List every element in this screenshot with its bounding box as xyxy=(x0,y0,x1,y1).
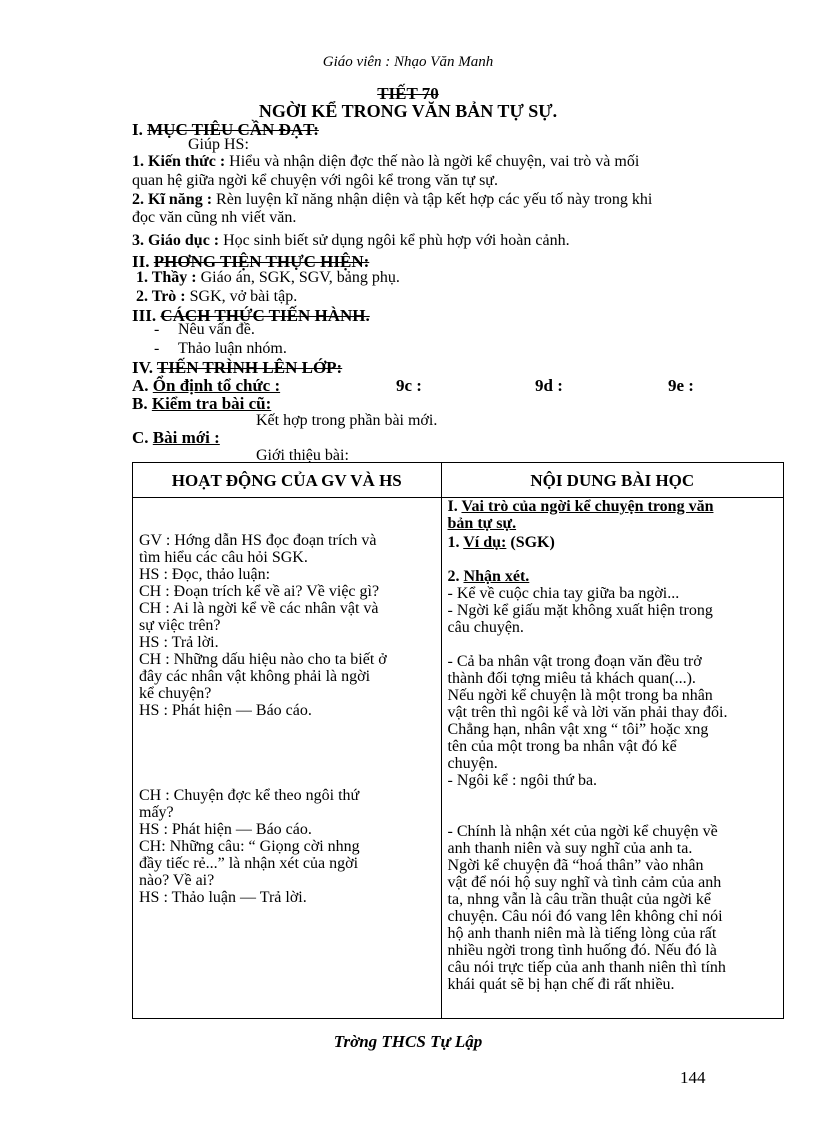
page-number: 144 xyxy=(680,1068,706,1087)
teacher-materials xyxy=(136,269,400,286)
method-item-1-text: Nêu vấn đề. xyxy=(178,321,255,338)
activity-line: tìm hiểu các câu hỏi SGK. xyxy=(139,549,308,566)
content-section-title-1: Vai trò của ngời kể chuyện trong văn xyxy=(461,498,714,515)
step-b-number: B. xyxy=(132,394,148,413)
activity-line: mấy? xyxy=(139,804,174,821)
activity-line: HS : Đọc, thảo luận: xyxy=(139,566,271,583)
activity-line: CH : Những dấu hiệu nào cho ta biết ở xyxy=(139,651,387,668)
example-source: (SGK) xyxy=(506,534,555,551)
step-c xyxy=(132,428,220,448)
knowledge-line-2: quan hệ giữa ngời kể chuyện với ngôi kể trong văn tự sự. xyxy=(132,172,498,189)
example-number: 1. xyxy=(447,534,460,551)
activity-line: HS : Thảo luận — Trả lời. xyxy=(139,889,307,906)
content-line: - Cả ba nhân vật trong đoạn văn đều trở xyxy=(447,653,702,670)
education-text: Học sinh biết sử dụng ngôi kể phù hợp với hoàn cảnh. xyxy=(219,232,570,249)
step-c-note: Giới thiệu bài: xyxy=(256,447,349,464)
activity-line: HS : Phát hiện — Báo cáo. xyxy=(139,821,312,838)
header-activities: HOẠT ĐỘNG CỦA GV VÀ HS xyxy=(133,463,442,498)
knowledge-line-1 xyxy=(132,153,639,170)
teacher-materials-text: Giáo án, SGK, SGV, bảng phụ. xyxy=(196,269,400,286)
student-label: 2. Trò : xyxy=(136,288,186,305)
remark-heading xyxy=(448,568,777,585)
content-line: chuyện. Câu nói đó vang lên không chỉ nói xyxy=(447,908,723,925)
knowledge-text: Hiểu và nhận diện đợc thế nào là ngời kể chuyện, vai trò và mối xyxy=(225,153,640,170)
content-line: vật để nói hộ suy nghĩ và tình cảm của anh xyxy=(447,874,722,891)
section-1-number: I. xyxy=(132,120,143,139)
skill-line-2: đọc văn cũng nh viết văn. xyxy=(132,209,297,226)
content-section-title-2: bản tự sự. xyxy=(447,515,517,532)
intro-text: Giúp HS: xyxy=(188,136,249,153)
activity-line: CH : Chuyện đợc kể theo ngôi thứ xyxy=(139,787,360,804)
content-cell xyxy=(441,498,783,1019)
activity-line: kể chuyện? xyxy=(139,685,212,702)
header-content: NỘI DUNG BÀI HỌC xyxy=(441,463,783,498)
lesson-title: NGỜI KỂ TRONG VĂN BẢN TỰ SỰ. xyxy=(258,101,558,121)
example-label: Ví dụ: xyxy=(463,534,507,551)
knowledge-label: 1. Kiến thức : xyxy=(132,153,226,170)
step-b-note: Kết hợp trong phần bài mới. xyxy=(256,412,438,429)
section-4-title: TIẾN TRÌNH LÊN LỚP: xyxy=(156,358,343,377)
activity-line: CH : Ai là ngời kể về các nhân vật và xyxy=(139,600,379,617)
class-9d: 9d : xyxy=(535,376,563,395)
lesson-number: TIẾT 70 xyxy=(377,84,439,103)
education-line xyxy=(132,232,570,249)
content-section-title xyxy=(448,498,777,515)
activity-line: nào? Về ai? xyxy=(139,872,215,889)
content-line: - Chính là nhận xét của ngời kể chuyện về xyxy=(447,823,718,840)
content-line: khái quát sẽ bị hạn chế đi rất nhiều. xyxy=(447,976,675,993)
section-3-title: CÁCH THỨC TIẾN HÀNH. xyxy=(160,306,370,325)
section-2-number: II. xyxy=(132,252,150,271)
content-line: vật trên thì ngôi kể và lời văn phải thay đổi. xyxy=(447,704,728,721)
skill-text: Rèn luyện kĩ năng nhận diện và tập kết hợp các yếu tố này trong khi xyxy=(212,191,653,208)
step-b-title: Kiểm tra bài cũ: xyxy=(151,394,272,413)
skill-line-1 xyxy=(132,191,652,208)
content-line: hộ anh thanh niên mà là tiếng lòng của rất xyxy=(447,925,717,942)
lesson-table xyxy=(132,462,784,1019)
activity-line: CH : Đoạn trích kể về ai? Về việc gì? xyxy=(139,583,380,600)
class-9e: 9e : xyxy=(668,376,694,395)
step-c-title: Bài mới : xyxy=(152,428,220,447)
table-body-row xyxy=(133,498,784,1019)
teacher-header: Giáo viên : Nhạo Văn Manh xyxy=(322,54,494,70)
content-line: anh thanh niên và suy nghĩ của anh ta. xyxy=(447,840,693,857)
activity-line: CH: Những câu: “ Giọng cời nhng xyxy=(139,838,360,855)
method-item-1: - Nêu vấn đề. xyxy=(154,321,255,338)
table-header-row xyxy=(133,463,784,498)
remark-number: 2. xyxy=(447,568,460,585)
content-line: ta, nhng vẫn là câu trần thuật của ngời kể xyxy=(447,891,711,908)
section-2-title: PHƠNG TIỆN THỰC HIỆN: xyxy=(153,252,370,271)
step-a xyxy=(132,376,280,396)
content-line: tên của một trong ba nhân vật đó kể xyxy=(447,738,677,755)
education-label: 3. Giáo dục : xyxy=(132,232,220,249)
content-line: thành đối tợng miêu tả khách quan(...). xyxy=(447,670,696,687)
content-line: - Kể về cuộc chia tay giữa ba ngời... xyxy=(447,585,680,602)
section-4-number: IV. xyxy=(132,358,153,377)
activity-line: đầy tiếc rẻ...” là nhận xét của ngời xyxy=(139,855,359,872)
content-line: câu nói trực tiếp của anh thanh niên thì tính xyxy=(447,959,726,976)
content-line: Ngời kể chuyện đã “hoá thân” vào nhân xyxy=(447,857,704,874)
teacher-label: 1. Thầy : xyxy=(136,269,197,286)
activity-line: GV : Hớng dẫn HS đọc đoạn trích và xyxy=(139,532,377,549)
method-item-2-text: Thảo luận nhóm. xyxy=(178,340,287,357)
class-9c: 9c : xyxy=(396,376,422,395)
content-line: Chẳng hạn, nhân vật xng “ tôi” hoặc xng xyxy=(447,721,709,738)
student-materials xyxy=(136,288,297,305)
activity-line: đây các nhân vật không phải là ngời xyxy=(139,668,371,685)
section-3-number: III. xyxy=(132,306,157,325)
content-line: chuyện. xyxy=(447,755,498,772)
activity-line: HS : Phát hiện — Báo cáo. xyxy=(139,702,312,719)
section-1-title: MỤC TIÊU CẦN ĐẠT: xyxy=(147,120,319,139)
content-line: - Ngời kể giấu mặt không xuất hiện trong xyxy=(447,602,713,619)
activities-cell xyxy=(133,498,442,1019)
school-footer: Trờng THCS Tự Lập xyxy=(333,1032,483,1051)
activity-line: sự việc trên? xyxy=(139,617,221,634)
step-a-title: Ổn định tổ chức : xyxy=(152,376,281,395)
step-c-number: C. xyxy=(132,428,149,447)
step-a-number: A. xyxy=(132,376,149,395)
remark-label: Nhận xét. xyxy=(463,568,530,585)
content-line: Nếu ngời kể chuyện là một trong ba nhân xyxy=(447,687,713,704)
method-item-2: - Thảo luận nhóm. xyxy=(154,340,287,357)
activity-line: HS : Trả lời. xyxy=(139,634,219,651)
content-line: - Ngôi kể : ngôi thứ ba. xyxy=(447,772,598,789)
section-4-heading xyxy=(132,358,342,378)
skill-label: 2. Kĩ năng : xyxy=(132,191,213,208)
content-line: nhiều ngời trong tình huống đó. Nếu đó là xyxy=(447,942,717,959)
content-line: câu chuyện. xyxy=(447,619,524,636)
content-section-number: I. xyxy=(447,498,458,515)
student-materials-text: SGK, vở bài tập. xyxy=(185,288,298,305)
step-b xyxy=(132,394,271,414)
example-heading xyxy=(448,534,777,551)
